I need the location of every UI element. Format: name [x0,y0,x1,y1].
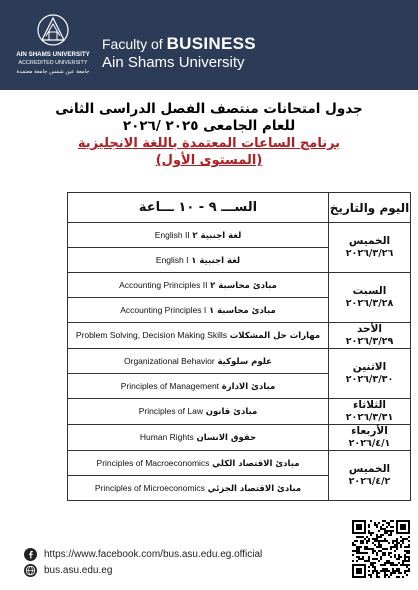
day-cell [329,273,411,323]
day-name: الأحد [356,323,383,335]
course-name-arabic: مبادئ قانون [205,407,258,417]
university-logo [12,10,94,82]
course-cell [68,451,329,476]
day-date: ٢٠٢٦/٣/٢٩ [345,336,394,347]
exam-schedule-table [67,192,411,501]
program-title: برنامج الساعات المعتمدة باللغة الانجليزية [77,136,341,151]
table-row [68,323,411,349]
course-cell [68,349,329,374]
course-cell [68,374,329,399]
course-name-arabic: علوم سلوكية [217,356,272,367]
day-name: الأربعاء [351,425,388,437]
level-title: (المستوى الأول) [155,153,263,168]
course-name-arabic: حقوق الانسان [196,433,257,443]
day-date: ٢٠٢٦/٤/٢ [348,476,391,487]
day-date: ٢٠٢٦/٣/٢٦ [345,248,394,259]
day-name: الثلاثاء [352,399,387,411]
facebook-link[interactable]: https://www.facebook.com/bus.asu.edu.eg.official [44,549,263,560]
course-name-arabic: لغة اجنبية ٢ [192,230,242,241]
logo-line-1: AIN SHAMS UNIVERSITY [16,51,90,58]
table-header-row [68,193,411,223]
course-cell [68,476,329,501]
day-date: ٢٠٢٦/٣/٣١ [345,412,394,423]
title-line-1: جدول امتحانات منتصف الفصل الدراسى الثانى [55,101,363,117]
course-cell [68,323,329,349]
header-day-date: اليوم والتاريخ [329,193,411,223]
day-name: الخميس [348,235,391,247]
course-name-english: Principles of Management [120,380,220,391]
course-cell [68,399,329,425]
day-date: ٢٠٢٦/٣/٢٨ [345,298,394,309]
qr-code-icon [352,520,410,580]
course-name-english: Principles of Macroeconomics [96,457,210,468]
title-block [40,101,378,169]
table-row [68,273,411,298]
day-cell [329,323,411,349]
course-name-english: Accounting Principles II [119,279,208,290]
faculty-name: BUSINESS [166,34,256,53]
facebook-icon [24,548,37,561]
course-name-english: Human Rights [139,432,194,442]
table-row [68,349,411,374]
faculty-title [102,34,256,54]
day-cell [329,425,411,451]
day-cell [329,349,411,399]
day-name: الاثنين [352,361,387,373]
course-name-arabic: مبادئ محاسبة ١ [208,305,276,316]
day-name: السبت [352,285,387,297]
course-cell [68,248,329,273]
course-name-english: English I [155,254,189,265]
logo-line-2: ACCREDITED UNIVERSITY [18,60,88,66]
logo-line-3: جامعة عين شمس جامعة معتمدة [16,69,90,75]
website-row [24,564,164,578]
course-name-arabic: لغة اجنبية ١ [191,255,241,266]
day-cell [329,451,411,501]
globe-icon [24,564,37,577]
header-banner [0,0,418,90]
table-body [68,223,411,501]
course-name-arabic: مبادئ محاسبة ٢ [210,280,277,291]
course-name-english: Principles of Microeconomics [94,482,205,493]
course-cell [68,298,329,323]
day-date: ٢٠٢٦/٤/١ [348,438,391,449]
day-name: الخميس [348,463,391,475]
course-name-english: Organizational Behavior [124,355,215,366]
course-cell [68,425,329,451]
course-name-english: Accounting Principles I [120,304,207,315]
day-cell [329,399,411,425]
course-cell [68,223,329,248]
university-name: Ain Shams University [102,54,245,71]
facebook-row [24,548,284,562]
course-name-arabic: مهارات حل المشكلات [229,331,321,341]
day-cell [329,223,411,273]
course-name-english: English II [154,229,190,240]
course-name-arabic: مبادئ الاقتصاد الجزئي [207,483,302,494]
course-name-arabic: مبادئ الاقتصاد الكلي [212,458,300,469]
course-name-english: Problem Solving, Decision Making Skills [75,330,228,340]
table-row [68,425,411,451]
website-link[interactable]: bus.asu.edu.eg [44,565,113,576]
day-date: ٢٠٢٦/٣/٣٠ [345,374,394,385]
course-name-english: Principles of Law [138,406,203,416]
table-row [68,451,411,476]
header-time-slot: الســـ ٩ - ١٠ ـــاعة [68,193,329,223]
faculty-prefix: Faculty of [102,36,163,52]
table-row [68,223,411,248]
course-cell [68,273,329,298]
table-row [68,399,411,425]
title-line-2: للعام الجامعى ٢٠٢٥ /٢٠٢٦ [122,118,296,134]
course-name-arabic: مبادئ الادارة [221,381,276,392]
